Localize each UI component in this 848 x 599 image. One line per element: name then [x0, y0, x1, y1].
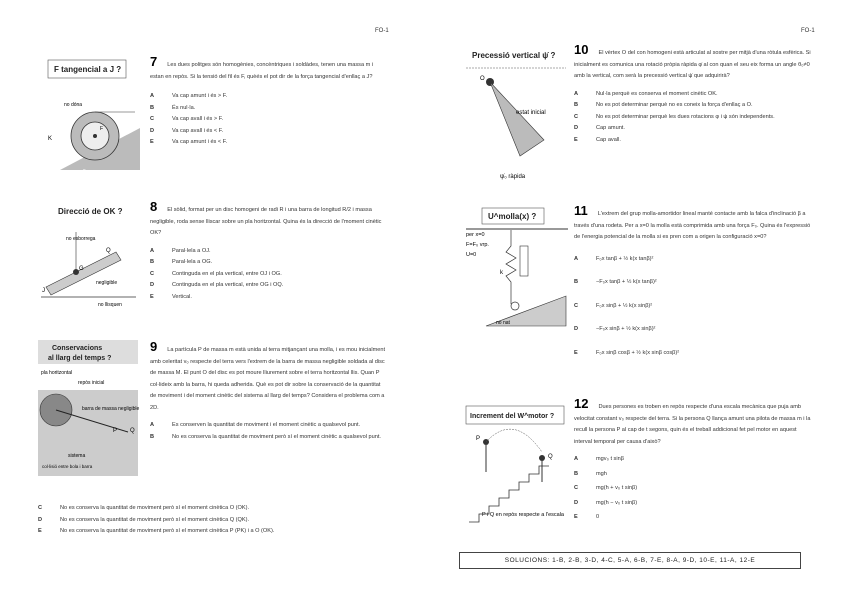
question-8-text: El sòlid, format per un disc homogeni de radi R i una barra de longitud R/2 i massa negligible, roda sense lliscar sobre un pla horitzontal. Quina és la direcció de l'moment cinètic OK?	[150, 207, 382, 236]
figure-q11-label-b: F=F₀ vrp.	[466, 242, 489, 248]
figure-q8	[36, 202, 141, 317]
figure-q8-label-b: negligible	[96, 280, 118, 286]
svg-text:Q: Q	[548, 454, 553, 460]
figure-q12-label-a: P i Q en repòs respecte a l'escala	[482, 512, 564, 518]
question-11	[574, 205, 812, 359]
svg-text:P: P	[476, 436, 481, 442]
question-10-option-a[interactable]: A Nul·la perquè es conserva el moment cinètic OK.	[574, 90, 718, 97]
question-7-option-d[interactable]: D Va cap avall i és < F.	[150, 127, 224, 134]
svg-text:k: k	[500, 270, 503, 276]
question-12-option-b[interactable]: B mgh	[574, 470, 607, 477]
question-9-option-a[interactable]: A Es conserven la quantitat de moviment i el moment cinètic a qualsevol punt.	[150, 422, 361, 428]
question-7-option-b[interactable]: B És nul·la.	[150, 104, 196, 111]
figure-q11-label-c: U=0	[466, 252, 477, 258]
figure-q7-label-a: no dóna	[64, 102, 83, 108]
svg-text:P: P	[113, 428, 118, 434]
figure-q10-label-b: ψ̇₀ ràpida	[500, 174, 526, 180]
question-11-option-c[interactable]: C F₀x sinβ + ½ k(x sinβ)²	[574, 302, 653, 309]
question-10-text: El vèrtex O del con homogeni està articulat al sostre per mitjà d'una ròtula esfèrica. Si inicialment es comunica una rotació pròpia ràpida φ̇ al con quan el seu eix forma un angle θ₀≠0 amb la vertical, com serà la precessió vertical ψ̇ que adquirirà?	[574, 50, 811, 79]
question-7-text: Les dues politges són homogènies, concèntriques i soldàdes, tenen una massa m i estan en repòs. Si la tensió del fil és F, quèés el pot dir de la força tangencial d'enllaç a J?	[150, 62, 374, 80]
svg-text:F: F	[100, 126, 104, 132]
question-9	[150, 341, 388, 443]
question-8-number: 8	[150, 199, 158, 214]
question-8-option-a[interactable]: A Paral·lela a OJ.	[150, 247, 211, 254]
question-9-option-c[interactable]: C No es conserva la quantitat de moviment però sí el moment cinètica O (OK).	[38, 505, 250, 511]
figure-q9	[38, 340, 140, 490]
question-12-number: 12	[574, 396, 589, 411]
question-12-text: Dues persones es troben en repòs respecte d'una escala mecànica que puja amb velocitat constant v₀ respecte del terra. Si la persona Q llança amunt una pilota de massa m i la recull la persona P al cap de t segons, quin és el treball addicional fet pel motor en aquest interval temporal per causa d'això?	[574, 404, 811, 445]
figure-q7-title: F tangencial a J ?	[54, 65, 122, 74]
page-number-right: FO-1	[801, 28, 815, 34]
question-10-option-d[interactable]: D Cap amunt.	[574, 125, 625, 131]
question-12	[574, 398, 812, 524]
question-12-option-c[interactable]: C mg(h + v₀ t sinβ)	[574, 485, 638, 491]
question-8-option-d[interactable]: D Continguda en el pla vertical, entre OG i OQ.	[150, 282, 284, 288]
question-9-option-b[interactable]: B No es conserva la quantitat de moviment però sí el moment cinètic a qualsevol punt.	[150, 433, 381, 440]
question-7	[150, 56, 388, 149]
figure-q12	[464, 402, 569, 532]
question-7-option-c[interactable]: C Va cap avall i és > F.	[150, 116, 224, 122]
question-9-number: 9	[150, 339, 158, 354]
figure-q9-label-a: pla horitzontal	[41, 370, 73, 376]
solutions-box: SOLUCIONS: 1-B, 2-B, 3-D, 4-C, 5-A, 6-B, 7-E, 8-A, 9-D, 10-E, 11-A, 12-E	[459, 552, 801, 569]
question-9-option-d[interactable]: D No es conserva la quantitat de moviment però sí el moment cinètica Q (QK).	[38, 516, 250, 523]
question-10	[574, 44, 812, 146]
figure-q12-title: Increment del W^motor ?	[470, 413, 555, 420]
page-number-left: FO-1	[375, 28, 389, 34]
question-10-option-b[interactable]: B No es pot determinar perquè no es coneix la força d'enllaç a O.	[574, 102, 753, 108]
question-9-option-e[interactable]: E No es conserva la quantitat de moviment però sí el moment cinètica P (PK) i a O (OK).	[38, 528, 275, 534]
question-8-option-c[interactable]: C Continguda en el pla vertical, entre OJ i OG.	[150, 270, 282, 277]
question-10-option-e[interactable]: E Cap avall.	[574, 136, 621, 143]
question-7-number: 7	[150, 54, 158, 69]
question-8	[150, 201, 388, 303]
figure-q7	[40, 58, 140, 178]
figure-q9-label-c: barra de massa negligible	[82, 406, 140, 412]
figure-q9-label-b: repòs inicial	[78, 380, 105, 386]
question-11-number: 11	[574, 203, 588, 218]
question-12-option-e[interactable]: E 0	[574, 514, 600, 520]
question-9-more-options	[38, 503, 388, 538]
question-12-option-a[interactable]: A mgv₀ t sinβ	[574, 456, 624, 462]
figure-q9-label-e: col·lisió entre bola i barra	[42, 464, 93, 469]
figure-q7-label-b: no llisca	[76, 169, 95, 175]
question-12-option-d[interactable]: D mg(h − v₀ t sinβ)	[574, 499, 638, 506]
question-11-option-d[interactable]: D −F₀x sinβ + ½ k(x sinβ)²	[574, 326, 656, 332]
figure-q10-title: Precessió vertical ψ̇ ?	[472, 51, 556, 60]
question-11-option-e[interactable]: E F₀x sinβ cosβ + ½ k(x sinβ cosβ)²	[574, 349, 680, 356]
figure-q11-label-a: per x=0	[466, 232, 485, 238]
svg-text:J: J	[42, 288, 45, 294]
question-11-text: L'extrem del grup molla-amortidor lineal manté contacte amb la falca d'inclinació β a través d'una rodeta. Per a x=0 la molla està comprimida amb una força F₀. Quina és l'expressió de l'energia potencial de la molla si es pren com a origen la configuració x=0?	[574, 211, 811, 240]
figure-q8-title: Direcció de OK ?	[58, 207, 123, 216]
question-7-option-e[interactable]: E Va cap amunt i és < F.	[150, 139, 228, 145]
question-11-option-b[interactable]: B −F₀x tanβ + ½ k(x tanβ)²	[574, 279, 657, 285]
figure-q11	[466, 206, 571, 341]
figure-q8-label-c: no llisquen	[98, 302, 122, 308]
question-7-option-a[interactable]: A Va cap amunt i és > F.	[150, 93, 228, 99]
svg-text:G: G	[79, 266, 84, 272]
figure-q11-title: U^molla(x) ?	[488, 212, 537, 221]
svg-text:O: O	[480, 76, 485, 82]
figure-q11-label-d: no nat	[496, 320, 510, 326]
svg-text:K: K	[48, 136, 53, 142]
question-8-option-b[interactable]: B Paral·lela a OG.	[150, 259, 213, 265]
question-8-option-e[interactable]: E Vertical.	[150, 293, 192, 300]
question-11-option-a[interactable]: A F₀x tanβ + ½ k(x tanβ)²	[574, 255, 654, 262]
figure-q10	[466, 44, 571, 184]
figure-q9-label-d: sistema	[68, 453, 86, 459]
question-10-number: 10	[574, 42, 589, 57]
figure-q10-label-a: estat inicial	[516, 110, 546, 116]
figure-q9-title-2: al llarg del temps ?	[48, 355, 112, 362]
figure-q9-title-1: Conservacions	[52, 345, 103, 352]
svg-text:Q: Q	[130, 428, 135, 434]
question-10-option-c[interactable]: C No es pot determinar perquè les dues rotacions φ i ψ són independents.	[574, 113, 775, 120]
svg-text:Q: Q	[106, 248, 111, 254]
question-9-text: La partícula P de massa m està unida al terra mitjançant una molla, i es mou inicialment amb celeritat v₀ respecte del terra vers l'extrem de la barra de massa negligible soldada al disc de massa M. El punt O del disc es pot moure lliurement sobre el terra horitzontal llis. Quan P col·lideix amb la barra, hi queda adherida. Què es pot dir sobre la conservació de la quantitat de moviment i del moment cinètic del sistema al llarg del temps? Considera el problema com a 2D.	[150, 347, 386, 411]
right-page	[424, 0, 848, 599]
figure-q8-label-a: no esborrega	[66, 236, 96, 242]
